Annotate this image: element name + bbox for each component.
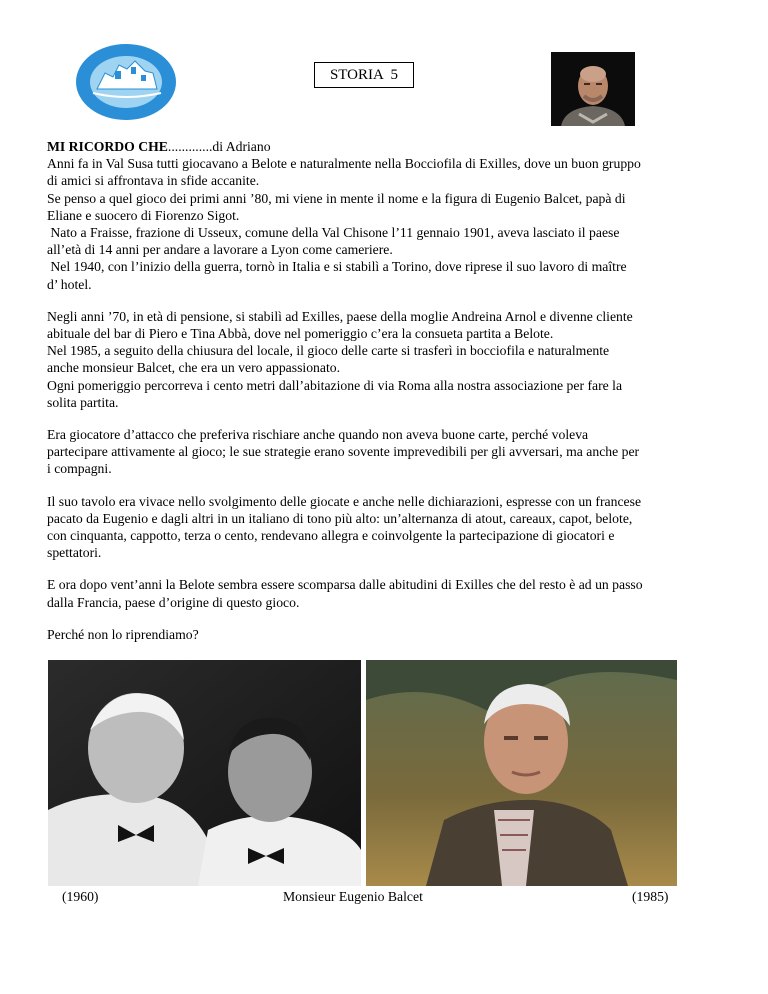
paragraph-6 [47, 626, 737, 643]
page-title: STORIA 5 [329, 66, 399, 83]
heading-line [47, 138, 737, 155]
text-line: Negli anni ’70, in età di pensione, si stabilì ad Exilles, paese della moglie Andreina Arnol e divenne cliente [47, 308, 633, 324]
text-line: Ogni pomeriggio percorreva i cento metri dall’abitazione di via Roma alla nostra associazione per fare la [47, 377, 623, 393]
text-line: di amici si affrontava in sfide accanite. [47, 173, 260, 189]
text-line: all’età di 14 anni per andare a lavorare a Lyon come cameriere. [47, 242, 393, 258]
caption-left: (1960) [62, 889, 99, 904]
text-line: anche monsieur Balcet, che era un vero appassionato. [47, 360, 341, 376]
text-line: Il suo tavolo era vivace nello svolgimento delle giocate e anche nelle dichiarazioni, espresse con un francese [47, 493, 642, 509]
text-line: con cinquanta, cappotto, terza o cento, rendevano allegra e coinvolgente la partecipazione di giocatori e [47, 528, 615, 544]
paragraph-4 [47, 493, 737, 562]
text-line: Nel 1985, a seguito della chiusura del locale, il gioco delle carte si trasferì in bocciofila e naturalmente [47, 343, 610, 359]
article-heading: MI RICORDO CHE [47, 139, 168, 154]
text-line: partecipare attivamente al gioco; le sue strategie erano sovente imprevedibili per gli avversari, ma anche per [47, 444, 640, 460]
text-line: solita partita. [47, 394, 119, 410]
text-line: Nato a Fraisse, frazione di Usseux, comune della Val Chisone l’11 gennaio 1901, aveva lasciato il paese [47, 225, 620, 241]
paragraph-2 [47, 308, 737, 411]
text-line: Nel 1940, con l’inizio della guerra, tornò in Italia e si stabilì a Torino, dove riprese il suo lavoro di maître [47, 259, 627, 275]
author-portrait [551, 52, 635, 126]
photo-1985 [366, 660, 677, 886]
caption-right: (1985) [632, 889, 669, 904]
text-line: E ora dopo vent’anni la Belote sembra essere scomparsa dalle abitudini di Exilles che del resto è ad un passo [47, 577, 643, 593]
text-line: Eliane e suocero di Fiorenzo Sigot. [47, 207, 240, 223]
text-line: Perché non lo riprendiamo? [47, 626, 199, 642]
text-line: Era giocatore d’attacco che preferiva rischiare anche quando non aveva buone carte, perché voleva [47, 427, 589, 443]
text-line: d’ hotel. [47, 276, 92, 292]
club-logo [75, 43, 177, 121]
caption-center: Monsieur Eugenio Balcet [283, 889, 423, 904]
text-line: pacato da Eugenio e dagli altri in un italiano di tono più alto: un’alternanza di atout, careaux, capot, belote, [47, 510, 633, 526]
photo-1960 [48, 660, 361, 886]
text-line: Anni fa in Val Susa tutti giocavano a Belote e naturalmente nella Bocciofila di Exilles, dove un buon gruppo [47, 156, 641, 172]
paragraph-5 [47, 576, 737, 610]
text-line: abituale del bar di Piero e Tina Abbà, dove nel pomeriggio c’era la consueta partita a Belote. [47, 326, 554, 342]
paragraph-3 [47, 426, 737, 478]
text-line: spettatori. [47, 545, 102, 561]
text-line: dalla Francia, paese d’origine di questo gioco. [47, 594, 300, 610]
article-body [47, 138, 737, 658]
article-author: .............di Adriano [167, 139, 271, 154]
text-line: Se penso a quel gioco dei primi anni ’80, mi viene in mente il nome e la figura di Eugenio Balcet, papà di [47, 190, 626, 206]
paragraph-1 [47, 138, 737, 293]
text-line: i compagni. [47, 461, 112, 477]
page-title-box [314, 62, 414, 88]
